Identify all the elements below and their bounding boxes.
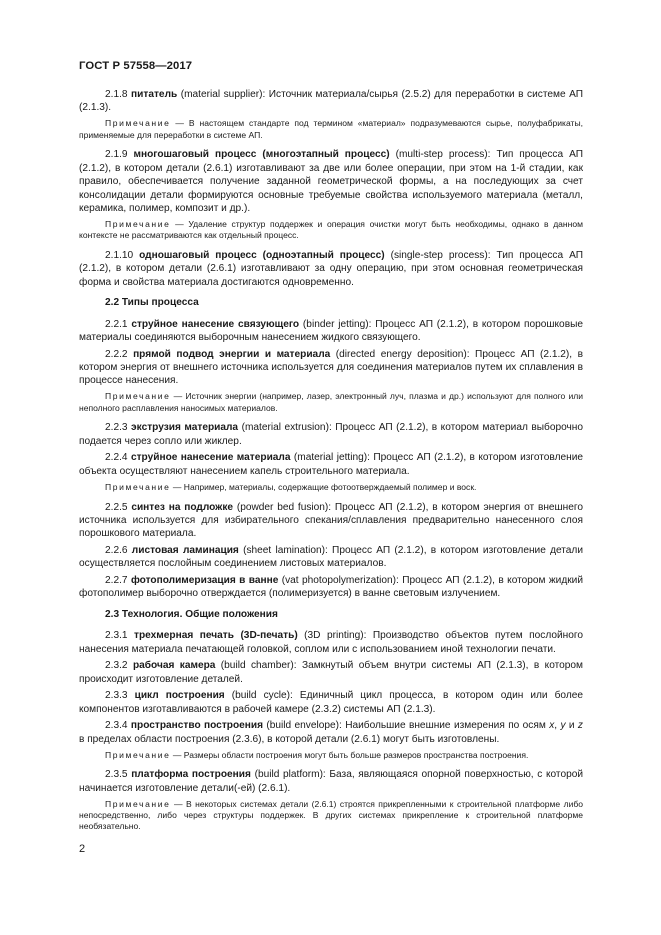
term-2-2-6: 2.2.6 листовая ламинация (sheet lamination): Процесс АП (2.1.2), в котором изготовление детали осуществляется послойным соединением листовых материалов. xyxy=(79,544,583,570)
term-2-3-1: 2.3.1 трехмерная печать (3D-печать) (3D printing): Производство объектов путем послойного нанесения материала печатающей головкой, соплом или с использованием иной технологии печати. xyxy=(79,630,583,655)
term-2-1-10: 2.1.10 одношаговый процесс (одноэтапный процесс) (single-step process): Тип процесса АП (2.1.2), в котором детали (2.6.1) изготавливают за одну операцию, при этом основная геометрическая форма и свойства материала достигаются одновременно. xyxy=(79,250,583,288)
document-header: ГОСТ Р 57558—2017 xyxy=(79,60,193,72)
term-2-2-4: 2.2.4 струйное нанесение материала (material jetting): Процесс АП (2.1.2), в котором изготовление объекта осуществляют нанесением капель строительного материала. xyxy=(79,452,583,477)
term-2-2-3: 2.2.3 экструзия материала (material extrusion): Процесс АП (2.1.2), в котором материал выборочно подается через сопло или жиклер. xyxy=(79,422,583,447)
note-2-2-2: Примечание — Источник энергии (например, лазер, электронный луч, плазма и др.) используют для полного или неполного расплавления наносимых материалов. xyxy=(79,391,583,413)
note-2-3-4: Примечание — Размеры области построения могут быть больше размеров пространства построения. xyxy=(105,749,529,760)
term-2-3-3: 2.3.3 цикл построения (build cycle): Единичный цикл процесса, в котором один или более компонентов изготавливаются в рабочей камере (2.3.2) системы АП (2.1.3). xyxy=(79,690,584,715)
term-2-2-1: 2.2.1 струйное нанесение связующего (binder jetting): Процесс АП (2.1.2), в котором порошковые материалы соединяются выборочным нанесением жидкого связующего. xyxy=(79,318,583,344)
section-heading-2-2: 2.2 Типы процесса xyxy=(105,297,199,309)
term-2-2-2: 2.2.2 прямой подвод энергии и материала (directed energy deposition): Процесс АП (2.1.2), в котором энергия от внешнего источника используется для соединения материалов путем их сплавления в процессе нанесения. xyxy=(79,348,583,387)
term-2-1-8: 2.1.8 питатель (material supplier): Источник материала/сырья (2.5.2) для переработки в системе АП (2.1.3). xyxy=(79,89,583,114)
page-number: 2 xyxy=(79,843,86,855)
term-2-2-5: 2.2.5 синтез на подложке (powder bed fusion): Процесс АП (2.1.2), в котором энергия от внешнего источника используется для избирательного спекания/сплавления предварительно нанесенного слоя порошкового материала. xyxy=(79,501,583,540)
term-2-3-2: 2.3.2 рабочая камера (build chamber): Замкнутый объем внутри системы АП (2.1.3), в котором происходит изготовление деталей. xyxy=(79,660,583,685)
section-heading-2-3: 2.3 Технология. Общие положения xyxy=(105,608,278,620)
term-2-2-7: 2.2.7 фотополимеризация в ванне (vat photopolymerization): Процесс АП (2.1.2), в котором жидкий фотополимер выборочно отверждается (полимеризуется) в ванне световым излучением. xyxy=(79,574,583,600)
note-2-1-8: Примечание — В настоящем стандарте под термином «материал» подразумеваются сырье, полуфабрикаты, применяемые для переработки в системе АП. xyxy=(79,118,583,140)
term-2-3-5: 2.3.5 платформа построения (build platform): База, являющаяся опорной поверхностью, с которой начинается изготовление детали(-ей) (2.6.1). xyxy=(79,769,584,794)
document-body xyxy=(79,88,583,840)
note-2-1-9: Примечание — Удаление структур поддержек и операция очистки могут быть необходимы, однако в данном контексте не рассматриваются как отдельный процесс. xyxy=(79,218,583,241)
term-2-1-9: 2.1.9 многошаговый процесс (многоэтапный процесс) (multi-step process): Тип процесса АП (2.1.2), в котором детали (2.6.1) изготавливают за две или более операции, при этом на 1-й стадии, как правило, обеспечивается получение заданной геометрической формы, а на последующих за счет консолидации детали формируются основные требуемые свойства используемого материала (металл, керамика, полимер, композит и др.). xyxy=(79,149,583,215)
term-2-3-4: 2.3.4 пространство построения (build envelope): Наибольшие внешние измерения по осям x, y и z в пределах области построения (2.3.6), в которой детали (2.6.1) могут быть изготовлены. xyxy=(79,720,583,745)
note-2-2-4: Примечание — Например, материалы, содержащие фотоотверждаемый полимер и воск. xyxy=(105,481,477,492)
note-2-3-5: Примечание — В некоторых системах детали (2.6.1) строятся прикрепленными к строительной платформе либо непосредственно, либо через структуры поддержек. В других системах прикрепление к строительной платформе необязательно. xyxy=(79,798,583,832)
